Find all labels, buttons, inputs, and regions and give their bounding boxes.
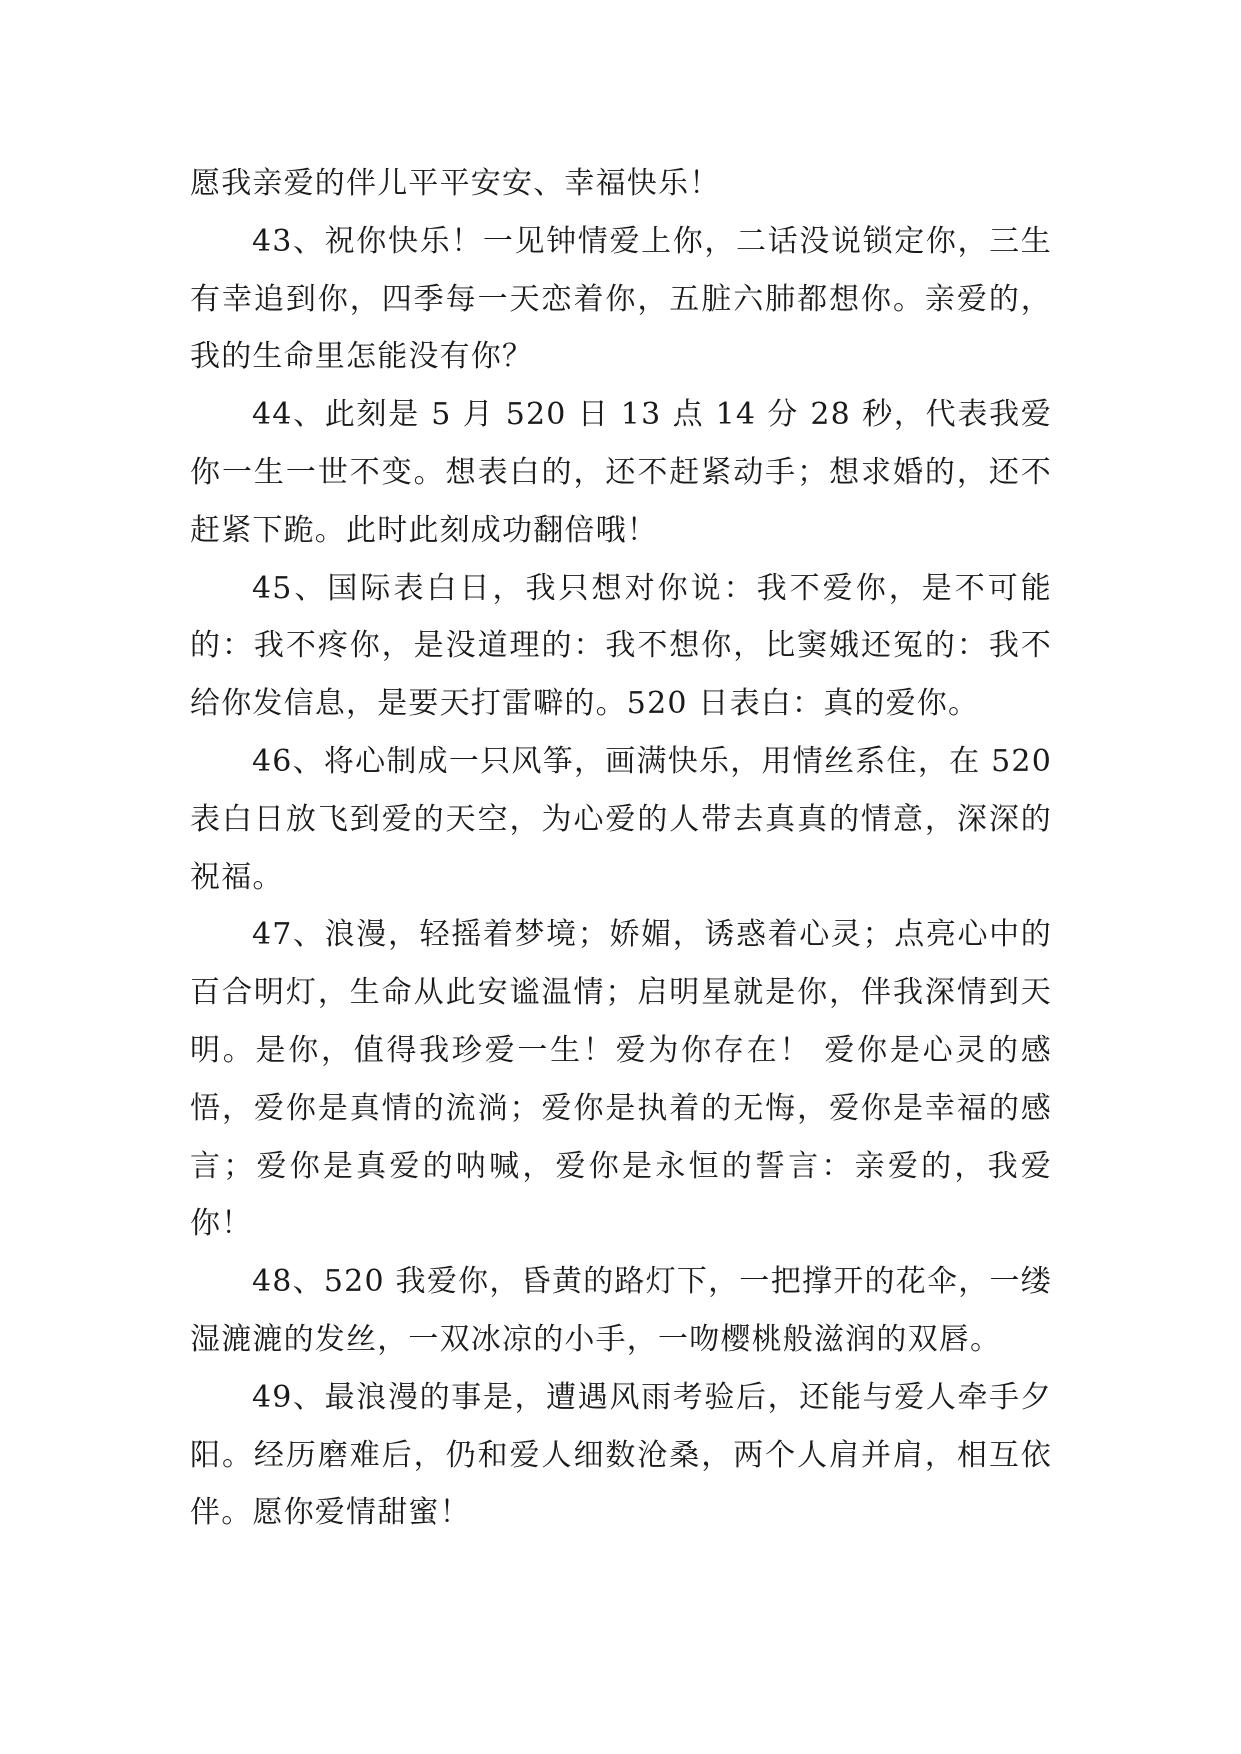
paragraph-46: 46、将心制成一只风筝，画满快乐，用情丝系住，在 520 表白日放飞到爱的天空，为心爱的人带去真真的情意，深深的祝福。 xyxy=(190,743,1052,895)
paragraph-44: 44、此刻是 5 月 520 日 13 点 14 分 28 秒，代表我爱你一生一世不变。想表白的，还不赶紧动手；想求婚的，还不赶紧下跪。此时此刻成功翻倍哦！ xyxy=(190,397,1052,548)
paragraph-continuation: 愿我亲爱的伴儿平平安安、幸福快乐！ xyxy=(190,166,721,201)
paragraph-49: 49、最浪漫的事是，遭遇风雨考验后，还能与爱人牵手夕阳。经历磨难后，仍和爱人细数沧桑，两个人肩并肩，相互依伴。愿你爱情甜蜜！ xyxy=(190,1379,1052,1531)
document-body xyxy=(190,155,1052,1542)
paragraph-43: 43、祝你快乐！一见钟情爱上你，二话没说锁定你，三生有幸追到你，四季每一天恋着你，五脏六肺都想你。亲爱的，我的生命里怎能没有你？ xyxy=(190,223,1052,375)
paragraph-45: 45、国际表白日，我只想对你说：我不爱你，是不可能的：我不疼你，是没道理的：我不想你，比窦娥还冤的：我不给你发信息，是要天打雷噼的。520 日表白：真的爱你。 xyxy=(190,570,1052,722)
paragraph-48: 48、520 我爱你，昏黄的路灯下，一把撑开的花伞，一缕湿漉漉的发丝，一双冰凉的小手，一吻樱桃般滋润的双唇。 xyxy=(190,1264,1052,1357)
paragraph-47: 47、浪漫，轻摇着梦境；娇媚，诱惑着心灵；点亮心中的百合明灯，生命从此安谧温情；启明星就是你，伴我深情到天明。是你，值得我珍爱一生！爱为你存在！ 爱你是心灵的感悟，爱你是真情的流淌；爱你是执着的无悔，爱你是幸福的感言；爱你是真爱的呐喊，爱你是永恒的誓言：亲爱的，我爱你！ xyxy=(190,917,1052,1242)
